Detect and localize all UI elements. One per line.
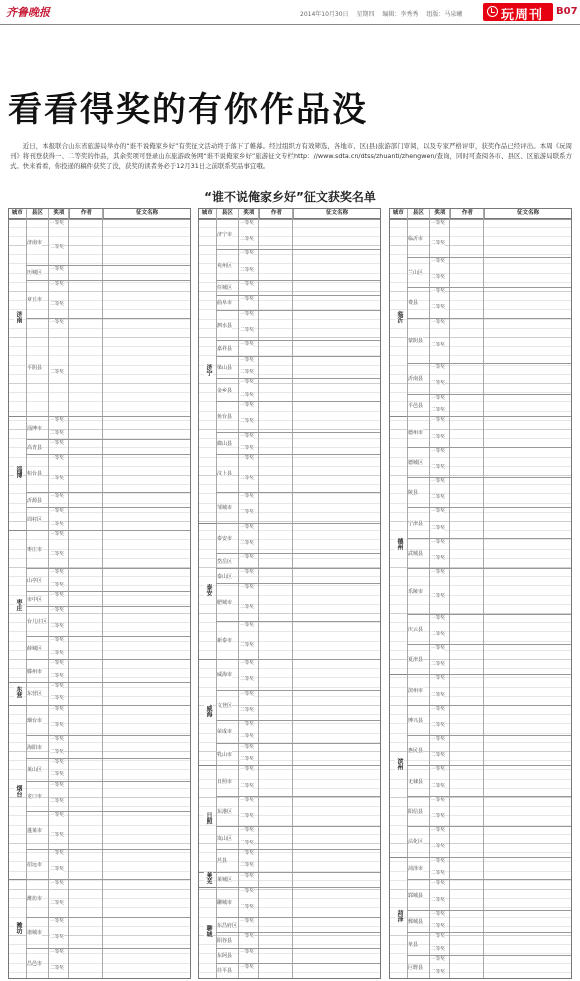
award-level: 一等奖 [50,221,64,226]
county-name: 文登区 [217,702,233,709]
column-header: 县区 [217,209,240,218]
dateline [300,9,468,18]
award-level: 二等奖 [240,419,254,425]
award-level: 一等奖 [431,258,445,264]
award-level: 一等奖 [50,418,64,424]
designer-credit: 组版：马泉曦 [426,11,463,18]
award-level: 二等奖 [50,552,64,558]
county-name: 鱼台县 [217,414,233,421]
county-name: 兰山区 [408,270,424,277]
county-name: 汶上县 [217,471,233,478]
award-level: 一等奖 [431,646,445,652]
check-circle-icon [487,6,498,17]
county-name: 诸城市 [27,930,43,937]
award-level: 二等奖 [50,370,64,375]
award-level: 二等奖 [50,430,64,436]
award-level: 二等奖 [50,722,64,728]
article-headline: 看看得奖的有你作品没 [8,90,368,130]
county-name: 莒县 [217,858,228,865]
award-level: 二等奖 [50,624,64,630]
county-name: 梁山县 [217,365,233,371]
award-level: 一等奖 [240,888,254,894]
city-name: 威海 [205,705,212,718]
award-level: 二等奖 [431,662,445,668]
award-level: 一等奖 [240,850,254,856]
award-level: 一等奖 [50,949,64,955]
award-level: 二等奖 [431,870,445,876]
city-name: 德州 [396,538,403,551]
award-level: 二等奖 [431,305,445,311]
county-name: 滕州市 [27,668,43,675]
county-name: 岱岳区 [217,558,233,565]
award-level: 一等奖 [50,266,64,272]
city-name: 济南 [15,310,22,323]
county-name: 枣庄市 [27,547,43,554]
section-name: 玩周刊 [501,8,544,23]
award-level: 一等奖 [50,281,64,287]
county-name: 阳谷县 [217,938,233,945]
winners-list-title: “谁不说俺家乡好”征文获奖名单 [204,190,376,204]
column-divider [483,209,484,978]
award-level: 二等奖 [50,965,64,971]
county-name: 肥城市 [217,600,233,607]
county-name: 莱山区 [27,767,43,774]
county-name: 无棣县 [408,778,424,785]
award-level: 二等奖 [240,267,254,273]
city-name: 聊城 [205,925,212,938]
award-level: 二等奖 [431,722,445,728]
award-level: 一等奖 [50,881,64,887]
award-level: 一等奖 [50,706,64,712]
county-name: 潍坊市 [27,896,43,903]
award-level: 一等奖 [431,395,445,401]
award-level: 一等奖 [50,919,64,925]
award-level: 二等奖 [50,673,64,679]
county-name: 历城区 [27,270,43,277]
award-level: 二等奖 [240,707,254,713]
header-divider [0,24,580,25]
county-name: 市中区 [27,596,43,603]
award-level: 二等奖 [431,692,445,698]
county-name: 周村区 [27,516,43,523]
award-level: 一等奖 [240,312,254,318]
county-name: 庆云县 [408,626,424,633]
award-level: 一等奖 [240,456,254,462]
section-badge [483,3,553,21]
column-divider [238,209,239,978]
award-level: 一等奖 [50,813,64,819]
county-name: 德城区 [408,459,424,466]
winners-table-panel-1 [8,208,191,979]
county-name: 济宁市 [217,232,233,239]
table-header-row [9,209,190,219]
city-name: 东营 [15,686,22,699]
column-header: 奖项 [239,209,260,218]
award-level: 一等奖 [431,509,445,515]
column-divider [102,209,103,978]
award-level: 二等奖 [240,328,254,334]
award-level: 一等奖 [431,767,445,773]
county-name: 济南市 [27,239,43,246]
award-level: 二等奖 [431,495,445,501]
award-level: 二等奖 [50,582,64,588]
county-name: 平邑县 [408,402,424,409]
county-name: 沾化区 [408,839,424,846]
county-name: 兖州区 [217,262,233,269]
award-level: 二等奖 [50,798,64,804]
award-level: 二等奖 [431,343,445,349]
award-level: 一等奖 [240,554,254,560]
county-name: 曲阜市 [217,300,233,307]
award-level: 一等奖 [50,608,64,614]
award-level: 二等奖 [431,434,445,440]
county-name: 山亭区 [27,577,43,584]
award-level: 一等奖 [240,380,254,386]
award-level: 二等奖 [431,525,445,531]
award-level: 二等奖 [431,631,445,637]
county-name: 淄博市 [27,425,43,432]
table-header-row [199,209,380,219]
award-level: 一等奖 [240,934,254,940]
award-level: 一等奖 [240,623,254,629]
county-name: 龙口市 [27,793,43,800]
county-name: 台儿庄区 [27,619,48,626]
award-level: 二等奖 [50,696,64,702]
winners-table-panel-2 [198,208,381,979]
award-level: 二等奖 [50,935,64,941]
award-level: 二等奖 [431,240,445,246]
award-level: 一等奖 [431,881,445,887]
award-level: 二等奖 [240,540,254,546]
county-name: 泰山区 [217,573,233,580]
column-header: 征文名称 [516,210,539,216]
city-name: 烟台 [15,785,22,798]
column-header: 县区 [408,209,431,218]
award-level: 一等奖 [431,737,445,743]
award-level: 二等奖 [431,946,445,952]
county-name: 博兴县 [408,717,424,724]
county-name: 嘉祥县 [217,346,233,353]
county-name: 东港区 [217,809,233,816]
award-level: 二等奖 [431,593,445,599]
county-name: 金乡县 [217,387,233,394]
award-level: 一等奖 [431,221,445,226]
county-name: 威海市 [217,672,233,679]
award-level: 一等奖 [431,289,445,295]
award-level: 一等奖 [240,494,254,500]
award-level: 二等奖 [240,863,254,869]
city-name: 菏泽 [396,910,403,923]
award-level: 一等奖 [240,251,254,257]
city-name: 济宁 [205,363,212,376]
award-level: 一等奖 [50,509,64,515]
award-level: 二等奖 [431,555,445,561]
column-header: 作者 [260,209,294,218]
city-name: 潍坊 [15,921,22,934]
table-header-row [390,209,571,219]
award-level: 二等奖 [240,237,254,243]
award-level: 一等奖 [240,661,254,667]
award-level: 一等奖 [50,532,64,538]
award-level: 一等奖 [50,319,64,325]
county-name: 郓城县 [408,892,424,899]
award-level: 一等奖 [240,949,254,955]
issue-weekday: 星期四 [356,11,375,18]
award-level: 一等奖 [50,456,64,462]
award-level: 二等奖 [431,275,445,281]
award-level: 二等奖 [431,924,445,930]
award-level: 一等奖 [431,418,445,424]
county-name: 荣成市 [217,729,233,736]
editor-credit: 编辑：李秀秀 [382,11,419,18]
column-header: 县区 [27,209,50,218]
award-level: 一等奖 [431,934,445,940]
award-level: 一等奖 [431,911,445,917]
award-level: 二等奖 [240,392,254,398]
award-level: 一等奖 [240,691,254,697]
article-intro: 近日，本报联合山东省旅游局举办的“谁不说俺家乡好”有奖征文活动终于落下了帷幕。经过组织方有效筛选，各地市、区(县)旅游部门审阅，以及专家严格评审，获奖作品已经评出。本周《玩周刊》将刊登获得一、二等奖的作品，其余奖项可登录山东旅游政务网“谁不说俺家乡好”旅游征文专栏http：//www.sdta.cn/dtss/zhuanti/zhengwen/查询，同时可查阅各市、县区、区旅游局联系方式。快来看看，你投递的稿件获奖了没，获奖的读者务必于12月31日之前联系奖品事宜哦。 [10,142,572,170]
award-level: 一等奖 [431,615,445,621]
county-name: 平阴县 [27,365,43,371]
county-name: 薛城区 [27,645,43,652]
county-name: 单县 [408,941,419,948]
award-level: 一等奖 [431,539,445,545]
award-level: 一等奖 [240,964,254,970]
city-name: 临沂 [396,310,403,323]
county-name: 惠民县 [408,748,424,755]
county-name: 招远市 [27,862,43,869]
county-name: 莱城区 [217,877,233,884]
award-level: 二等奖 [431,814,445,820]
award-level: 二等奖 [431,783,445,789]
city-name: 滨州 [396,758,403,771]
award-level: 一等奖 [240,797,254,803]
county-name: 阳信县 [408,809,424,816]
county-name: 日照市 [217,778,233,785]
county-name: 任城区 [217,285,233,292]
county-name: 乐陵市 [408,588,424,595]
column-divider [292,209,293,978]
city-name: 泰安 [205,583,212,596]
winners-table-panel-3 [389,208,572,979]
county-name: 聊城市 [217,900,233,907]
column-header: 城市 [9,209,27,218]
county-name: 蒙阴县 [408,338,424,345]
award-level: 一等奖 [240,357,254,363]
county-name: 武城县 [408,550,424,557]
award-level: 二等奖 [431,464,445,470]
award-level: 一等奖 [431,448,445,454]
award-level: 二等奖 [240,757,254,763]
county-name: 沂南县 [408,376,424,383]
city-name: 淄博 [15,466,22,479]
award-level: 二等奖 [240,677,254,683]
award-level: 一等奖 [50,759,64,765]
county-name: 滨州市 [408,687,424,694]
award-level: 一等奖 [431,365,445,371]
award-level: 一等奖 [431,828,445,834]
award-level: 二等奖 [431,844,445,850]
county-name: 东昌府区 [217,922,238,929]
award-level: 一等奖 [50,592,64,598]
award-level: 二等奖 [431,407,445,413]
column-header: 征文名称 [135,210,158,216]
award-level: 一等奖 [50,782,64,788]
county-name: 烟台市 [27,717,43,724]
award-level: 二等奖 [50,301,64,307]
award-level: 一等奖 [50,737,64,743]
county-name: 巨野县 [408,964,424,971]
county-name: 蓬莱市 [27,827,43,834]
award-level: 一等奖 [240,721,254,727]
award-level: 一等奖 [240,403,254,409]
award-level: 一等奖 [240,570,254,576]
county-name: 宁津县 [408,520,424,527]
award-level: 二等奖 [431,753,445,759]
county-name: 微山县 [217,440,233,447]
award-level: 二等奖 [50,772,64,778]
award-level: 一等奖 [431,676,445,682]
award-level: 二等奖 [240,370,254,375]
award-level: 一等奖 [240,221,254,226]
award-level: 一等奖 [240,828,254,834]
county-name: 岚山区 [217,835,233,842]
county-name: 东营区 [27,691,43,698]
column-header: 奖项 [49,209,70,218]
county-name: 桓台县 [27,471,43,478]
award-level: 二等奖 [50,832,64,838]
award-level: 二等奖 [240,605,254,611]
county-name: 邹城市 [217,505,233,512]
city-name: 日照 [205,811,212,824]
newspaper-masthead: 齐鲁晚报 [6,6,50,19]
award-level: 一等奖 [240,767,254,773]
award-level: 一等奖 [240,873,254,879]
award-level: 一等奖 [50,570,64,576]
award-level: 二等奖 [240,734,254,740]
column-header: 作者 [451,209,485,218]
award-level: 一等奖 [431,957,445,963]
column-divider [429,209,430,978]
issue-date: 2014年10月30日 [300,11,349,18]
county-name: 陵县 [408,490,419,497]
award-level: 二等奖 [240,905,254,911]
county-name: 菏泽市 [408,865,424,872]
award-level: 二等奖 [240,445,254,451]
county-name: 鄄城县 [408,919,424,926]
award-level: 一等奖 [431,706,445,712]
county-name: 乳山市 [217,752,233,759]
award-level: 一等奖 [50,683,64,689]
award-level: 一等奖 [431,570,445,576]
award-level: 二等奖 [431,381,445,387]
award-level: 一等奖 [240,585,254,591]
award-level: 一等奖 [431,797,445,803]
award-level: 二等奖 [431,897,445,903]
award-level: 一等奖 [431,319,445,325]
county-name: 高青县 [27,444,43,451]
page-number: B07 [556,6,578,17]
award-level: 二等奖 [240,814,254,820]
county-name: 海阳市 [27,744,43,751]
county-name: 东阿县 [217,953,233,960]
column-header: 城市 [390,209,408,218]
award-level: 二等奖 [50,521,64,527]
award-level: 二等奖 [240,643,254,649]
award-level: 二等奖 [50,901,64,907]
county-name: 夏津县 [408,657,424,664]
county-name: 泰安市 [217,535,233,542]
county-name: 新泰市 [217,638,233,645]
award-level: 一等奖 [50,441,64,447]
award-level: 二等奖 [50,244,64,250]
award-level: 一等奖 [240,919,254,925]
county-name: 临沂市 [408,235,424,242]
city-name: 莱芜 [205,872,212,885]
award-level: 一等奖 [240,744,254,750]
column-divider [449,209,450,978]
column-divider [48,209,49,978]
award-level: 二等奖 [240,840,254,846]
county-name: 章丘市 [27,296,43,303]
award-level: 一等奖 [240,296,254,302]
column-header: 城市 [199,209,217,218]
county-name: 茌平县 [217,968,233,975]
award-level: 一等奖 [50,661,64,667]
award-level: 一等奖 [431,479,445,485]
county-name: 昌邑市 [27,960,43,967]
award-level: 二等奖 [431,969,445,975]
award-level: 一等奖 [431,858,445,864]
award-level: 二等奖 [50,749,64,755]
page-header [0,0,580,24]
award-level: 一等奖 [240,433,254,439]
award-level: 二等奖 [50,650,64,656]
county-name: 费县 [408,300,419,307]
award-level: 二等奖 [50,476,64,482]
award-level: 一等奖 [50,494,64,500]
award-level: 一等奖 [240,281,254,287]
column-divider [258,209,259,978]
column-header: 奖项 [430,209,451,218]
award-level: 二等奖 [240,510,254,516]
award-level: 一等奖 [240,342,254,348]
column-header: 征文名称 [325,210,348,216]
award-level: 一等奖 [50,638,64,644]
column-divider [68,209,69,978]
award-level: 一等奖 [240,524,254,530]
county-name: 沂源县 [27,497,43,504]
award-level: 一等奖 [50,850,64,856]
city-name: 枣庄 [15,599,22,612]
column-header: 作者 [70,209,104,218]
award-level: 二等奖 [50,867,64,873]
county-name: 德州市 [408,429,424,436]
award-level: 二等奖 [240,783,254,789]
county-name: 泗水县 [217,323,233,330]
award-level: 二等奖 [240,476,254,482]
